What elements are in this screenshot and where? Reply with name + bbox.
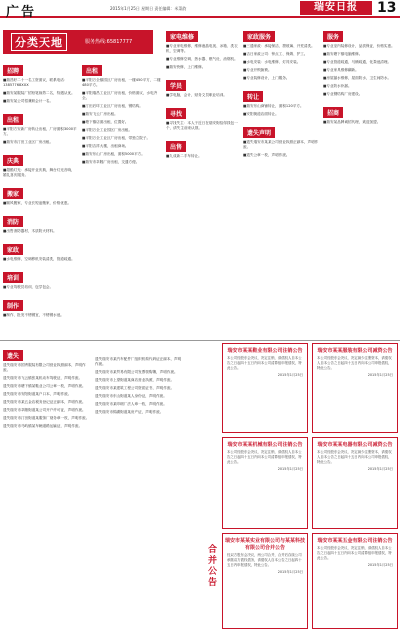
classified-entry: ■专业装修设计，上门服务。 [243, 76, 290, 80]
page-number: 13 [377, 0, 397, 16]
notice-ad-date: 2015年1月25日 [277, 570, 303, 575]
notice-ad-box [222, 437, 308, 529]
lost-notice-entry: 遗失瑞安市锦湖街道某房产证，声明作废。 [95, 410, 164, 414]
notice-ad-body: 本公司经股东会决议，决定减少注册资本，请债权人自本公告之日起四十五日内向本公司申报债权，特此公告。 [317, 450, 392, 464]
classified-column-5 [323, 24, 397, 338]
category-label: 消防 [3, 216, 23, 227]
notice-ad-title: 瑞安市某某机械有限公司注销公告 [227, 442, 303, 448]
category-label: 遗失声明 [243, 127, 275, 138]
classified-entry: ■水电安装：水电维修、灯具安装。 [243, 60, 301, 64]
notice-ad-box [312, 437, 398, 529]
classified-entry: ■顺风搬家，专业长短途搬家，价格优惠。 [3, 201, 72, 205]
category-label: 家政 [3, 244, 23, 255]
lost-notices-middle [95, 343, 183, 631]
category-label: 学员 [166, 80, 186, 91]
newspaper-logo: 瑞安日报 [300, 1, 372, 15]
lost-notice-entry: 遗失瑞安市某建筑工程公司资质证书，声明作废。 [95, 386, 175, 390]
notice-ad-date: 2015年1月25日 [367, 467, 393, 472]
category-label: 出售 [166, 141, 186, 152]
classified-entry: ■塘下镇店面出租，位置好。 [82, 120, 129, 124]
notice-ad-body: 经双方股东会决议，两公司合并，合并后存续公司承继双方债权债务，请债权人自本公告之日起四十五日内申报债权，特此公告。 [227, 553, 302, 567]
notice-ad-body: 本公司经股东会决议，决定注销，请债权人自本公告之日起四十五日内向本公司清算组申报债权，特此公告。 [227, 356, 302, 370]
classified-entry: ■安阳街道店面转让。 [243, 112, 279, 116]
classified-entry: ■出售消防器材，木质防火材料。 [3, 229, 57, 233]
lost-notice-entry: 遗失瑞安市国秀服装有限公司营业执照副本，声明作废。 [3, 363, 86, 372]
lost-notice-entry: 遗失瑞安市马屿镇某车辆道路运输证，声明作废。 [3, 424, 83, 428]
classified-entry: ■遗失瑞安市某某公司营业执照正副本，声明作废。 [243, 140, 319, 149]
lost-notices-list [95, 357, 183, 415]
lost-notice-entry: 遗失瑞安市某汽车配件厂组织机构代码证正副本，声明作废。 [95, 357, 182, 366]
lost-notices-left [3, 343, 91, 631]
page-header [0, 0, 400, 18]
category-label: 招商 [323, 107, 343, 118]
notice-ad-title: 瑞安市某某服装有限公司减资公告 [317, 348, 393, 354]
lost-notice-entry: 遗失瑞安市某五金店税务登记证正副本，声明作废。 [3, 400, 86, 404]
lost-notice-entry: 遗失瑞安市飞云镇张某机动车驾驶证，声明作废。 [3, 376, 83, 380]
classified-entry: ■瑞昌盱二十一名工资面议，联系电话：13857768XXX [3, 78, 68, 87]
classified-entry: ■专业驾驶员培训，包学包会。 [3, 285, 54, 289]
notice-ad-title: 瑞安市某某鞋业有限公司注销公告 [227, 348, 303, 354]
classified-entry: ■瑞安某品牌诚招代理，欢迎加盟。 [323, 120, 381, 124]
category-label: 培训 [3, 272, 23, 283]
notice-ad-title: 瑞安市某某电器有限公司减资公告 [317, 442, 393, 448]
classified-entry: ■平阳吉祥大楼，出租商场。 [82, 144, 129, 148]
notice-ad-date: 2015年1月25日 [277, 373, 303, 378]
notice-ad-date: 2015年1月25日 [277, 467, 303, 472]
lost-notice-entry: 遗失瑞安市莘塍街道某公司开户许可证，声明作废。 [3, 408, 86, 412]
notice-ad-title: 瑞安市某某五金有限公司注销公告 [317, 538, 393, 544]
lost-notice-entry: 遗失瑞安市安阳街道某户口本，声明作废。 [3, 392, 72, 396]
classified-entry: ■专业开锁换锁。 [243, 68, 272, 72]
category-label: 寻找 [166, 108, 186, 119]
classified-entry: ■专业室内装修设计，品质保证，价格实惠。 [323, 44, 395, 48]
issue-meta: 2015年1月25日 星期日 责任编辑：米菜韵 [110, 6, 187, 11]
lost-notices-list [3, 363, 91, 429]
notice-ad-box [312, 343, 398, 433]
classified-entry: ■平阳万全工业区厂房出租，带独立院子。 [82, 136, 151, 140]
classified-entry: ■寻找失主：本人于近日在瑞安街拾得钱包一个，请失主前来认领。 [166, 121, 238, 130]
lost-notice-entry: 遗失瑞安市东山街道某人身份证，声明作废。 [95, 394, 167, 398]
notice-ad-body: 本公司经股东会决议，决定注销，请债权人自本公告之日起四十五日内向本公司清算组申报债权，特此公告。 [317, 546, 392, 560]
classified-entry: ■学电脑，会计，财务文员职业培训。 [166, 93, 227, 97]
lost-notices-header: 遗失 [3, 350, 23, 361]
notice-ad-date: 2015年1月25日 [367, 373, 393, 378]
classified-entry: ■专业管道疏通，马桶疏通，化粪池清理。 [323, 60, 392, 64]
classified-entry: ■三通家政：承接保洁、擦玻璃、开荒清洗。 [243, 44, 315, 48]
lost-notice-entry: 遗失瑞安市某印刷厂法人章一枚，声明作废。 [95, 402, 167, 406]
classified-entry: ■制作、批发不锈钢宜，不锈钢水池。 [3, 313, 64, 317]
classified-entry: ■汀田后垟工业区厂房出租，钢结构。 [82, 104, 143, 108]
notice-ad-date: 2015年1月25日 [367, 563, 393, 568]
classified-entry: ■专业维修空调、热水器、燃气灶、油烟机。 [166, 57, 238, 61]
notice-ad-box [222, 343, 308, 433]
lost-notice-entry: 遗失瑞安市汀田街道某服饰厂财务章一枚，声明作废。 [3, 416, 90, 420]
classified-entry: ■瑞安塘下镇电脑维修。 [323, 52, 363, 56]
classified-banner [3, 30, 153, 54]
category-label: 家政服务 [243, 31, 275, 42]
classified-entry: ■专业家电维修，维修液晶电视、冰箱、洗衣机、空调等。 [166, 44, 238, 53]
category-label: 搬家 [3, 188, 23, 199]
notice-ad-body: 本公司经股东会决议，决定注销，请债权人自本公告之日起四十五日内向本公司清算组申报债权，特此公告。 [227, 450, 302, 464]
notice-ad-box [312, 533, 398, 629]
classified-entry: ■超酷灯光：承接开业庆典，舞台灯光音响，婚礼喜庆服务。 [3, 168, 75, 177]
classified-column-4 [243, 24, 319, 338]
lost-notice-entry: 遗失瑞安市上望街道某商店营业执照，声明作废。 [95, 378, 175, 382]
classified-entry: ■专业家具维修翻新。 [323, 68, 359, 72]
classified-entry: ■九成新二手车转让。 [166, 154, 202, 158]
notice-ad-box [222, 533, 308, 629]
service-hotline: 服务热线:65817777 [85, 39, 133, 45]
category-label: 制作 [3, 300, 23, 311]
classified-entry: ■平阳瑞昌工业区厂房出租，价格面议，水电齐全。 [82, 91, 158, 100]
lost-notice-entry: 遗失瑞安市塘下镇某鞋业公司公章一枚，声明作废。 [3, 384, 86, 388]
category-label: 庆典 [3, 155, 23, 166]
classified-entry: ■遗失公章一枚，声明作废。 [243, 153, 290, 157]
classified-entry: ■瑞安东山商铺转让，面积120平方。 [243, 104, 304, 108]
classified-entry: ■专业防水补漏。 [323, 84, 352, 88]
classified-entry: ■瑞安市汀田工业区厂房出租。 [3, 140, 54, 144]
category-label: 转让 [243, 91, 263, 102]
category-label: 出租 [82, 65, 102, 76]
classified-entry: ■瑞安快修，上门维修。 [166, 65, 206, 69]
classified-entry: ■瑞安某服装厂招铅笔裁剪二名，待遇从优。 [3, 91, 75, 95]
merge-notice-label: 合并公告 [208, 545, 218, 588]
classified-entry: ■水电维修，空调移机安装清洗，管道疏通。 [3, 257, 75, 261]
notice-ad-title: 瑞安市某某实业有限公司与某某科技有限公司合并公告 [224, 538, 305, 551]
category-label: 招聘 [3, 65, 23, 76]
classified-entry: ■瑞安某公司招兼职会计一名。 [3, 99, 54, 103]
lost-notice-entry: 遗失瑞安市某贸易有限公司发票领购簿，声明作废。 [95, 370, 178, 374]
classified-entry: ■平阳万全工业园区厂房出租。 [82, 128, 133, 132]
classified-entry: ■瑞安市莘塍厂房出租，交通方便。 [82, 160, 140, 164]
section-divider [0, 340, 400, 341]
classified-entry: ■瑞安东山厂房出租，面积5000平方。 [82, 152, 145, 156]
banner-title: 分类天地 [11, 33, 67, 51]
category-label: 服务 [323, 31, 343, 42]
classified-entry: ■吉日家政公司：钟点工、保姆、护工。 [243, 52, 308, 56]
classified-column-1 [3, 58, 77, 338]
classified-entry: ■平阳方安新厂房转让出租，厂房面积3000平方。 [3, 127, 77, 136]
notice-ad-body: 本公司经股东会决议，决定减少注册资本，请债权人自本公告之日起四十五日内向本公司申报债权，特此公告。 [317, 356, 392, 370]
section-title: 广告 [6, 5, 37, 20]
classified-entry: ■专业钢结构厂房建设。 [323, 92, 363, 96]
classified-column-3 [166, 24, 240, 338]
category-label: 出租 [3, 114, 23, 125]
classified-entry: ■瑞安飞云厂房出租。 [82, 112, 118, 116]
classified-entry: ■平阳万全镇园区厂房出租，一楼450平方，二楼480平方。 [82, 78, 161, 87]
category-label: 家电维修 [166, 31, 198, 42]
classified-entry: ■房屋漏水维修，屋面防水，卫生间防水。 [323, 76, 392, 80]
classified-column-2 [82, 58, 162, 338]
